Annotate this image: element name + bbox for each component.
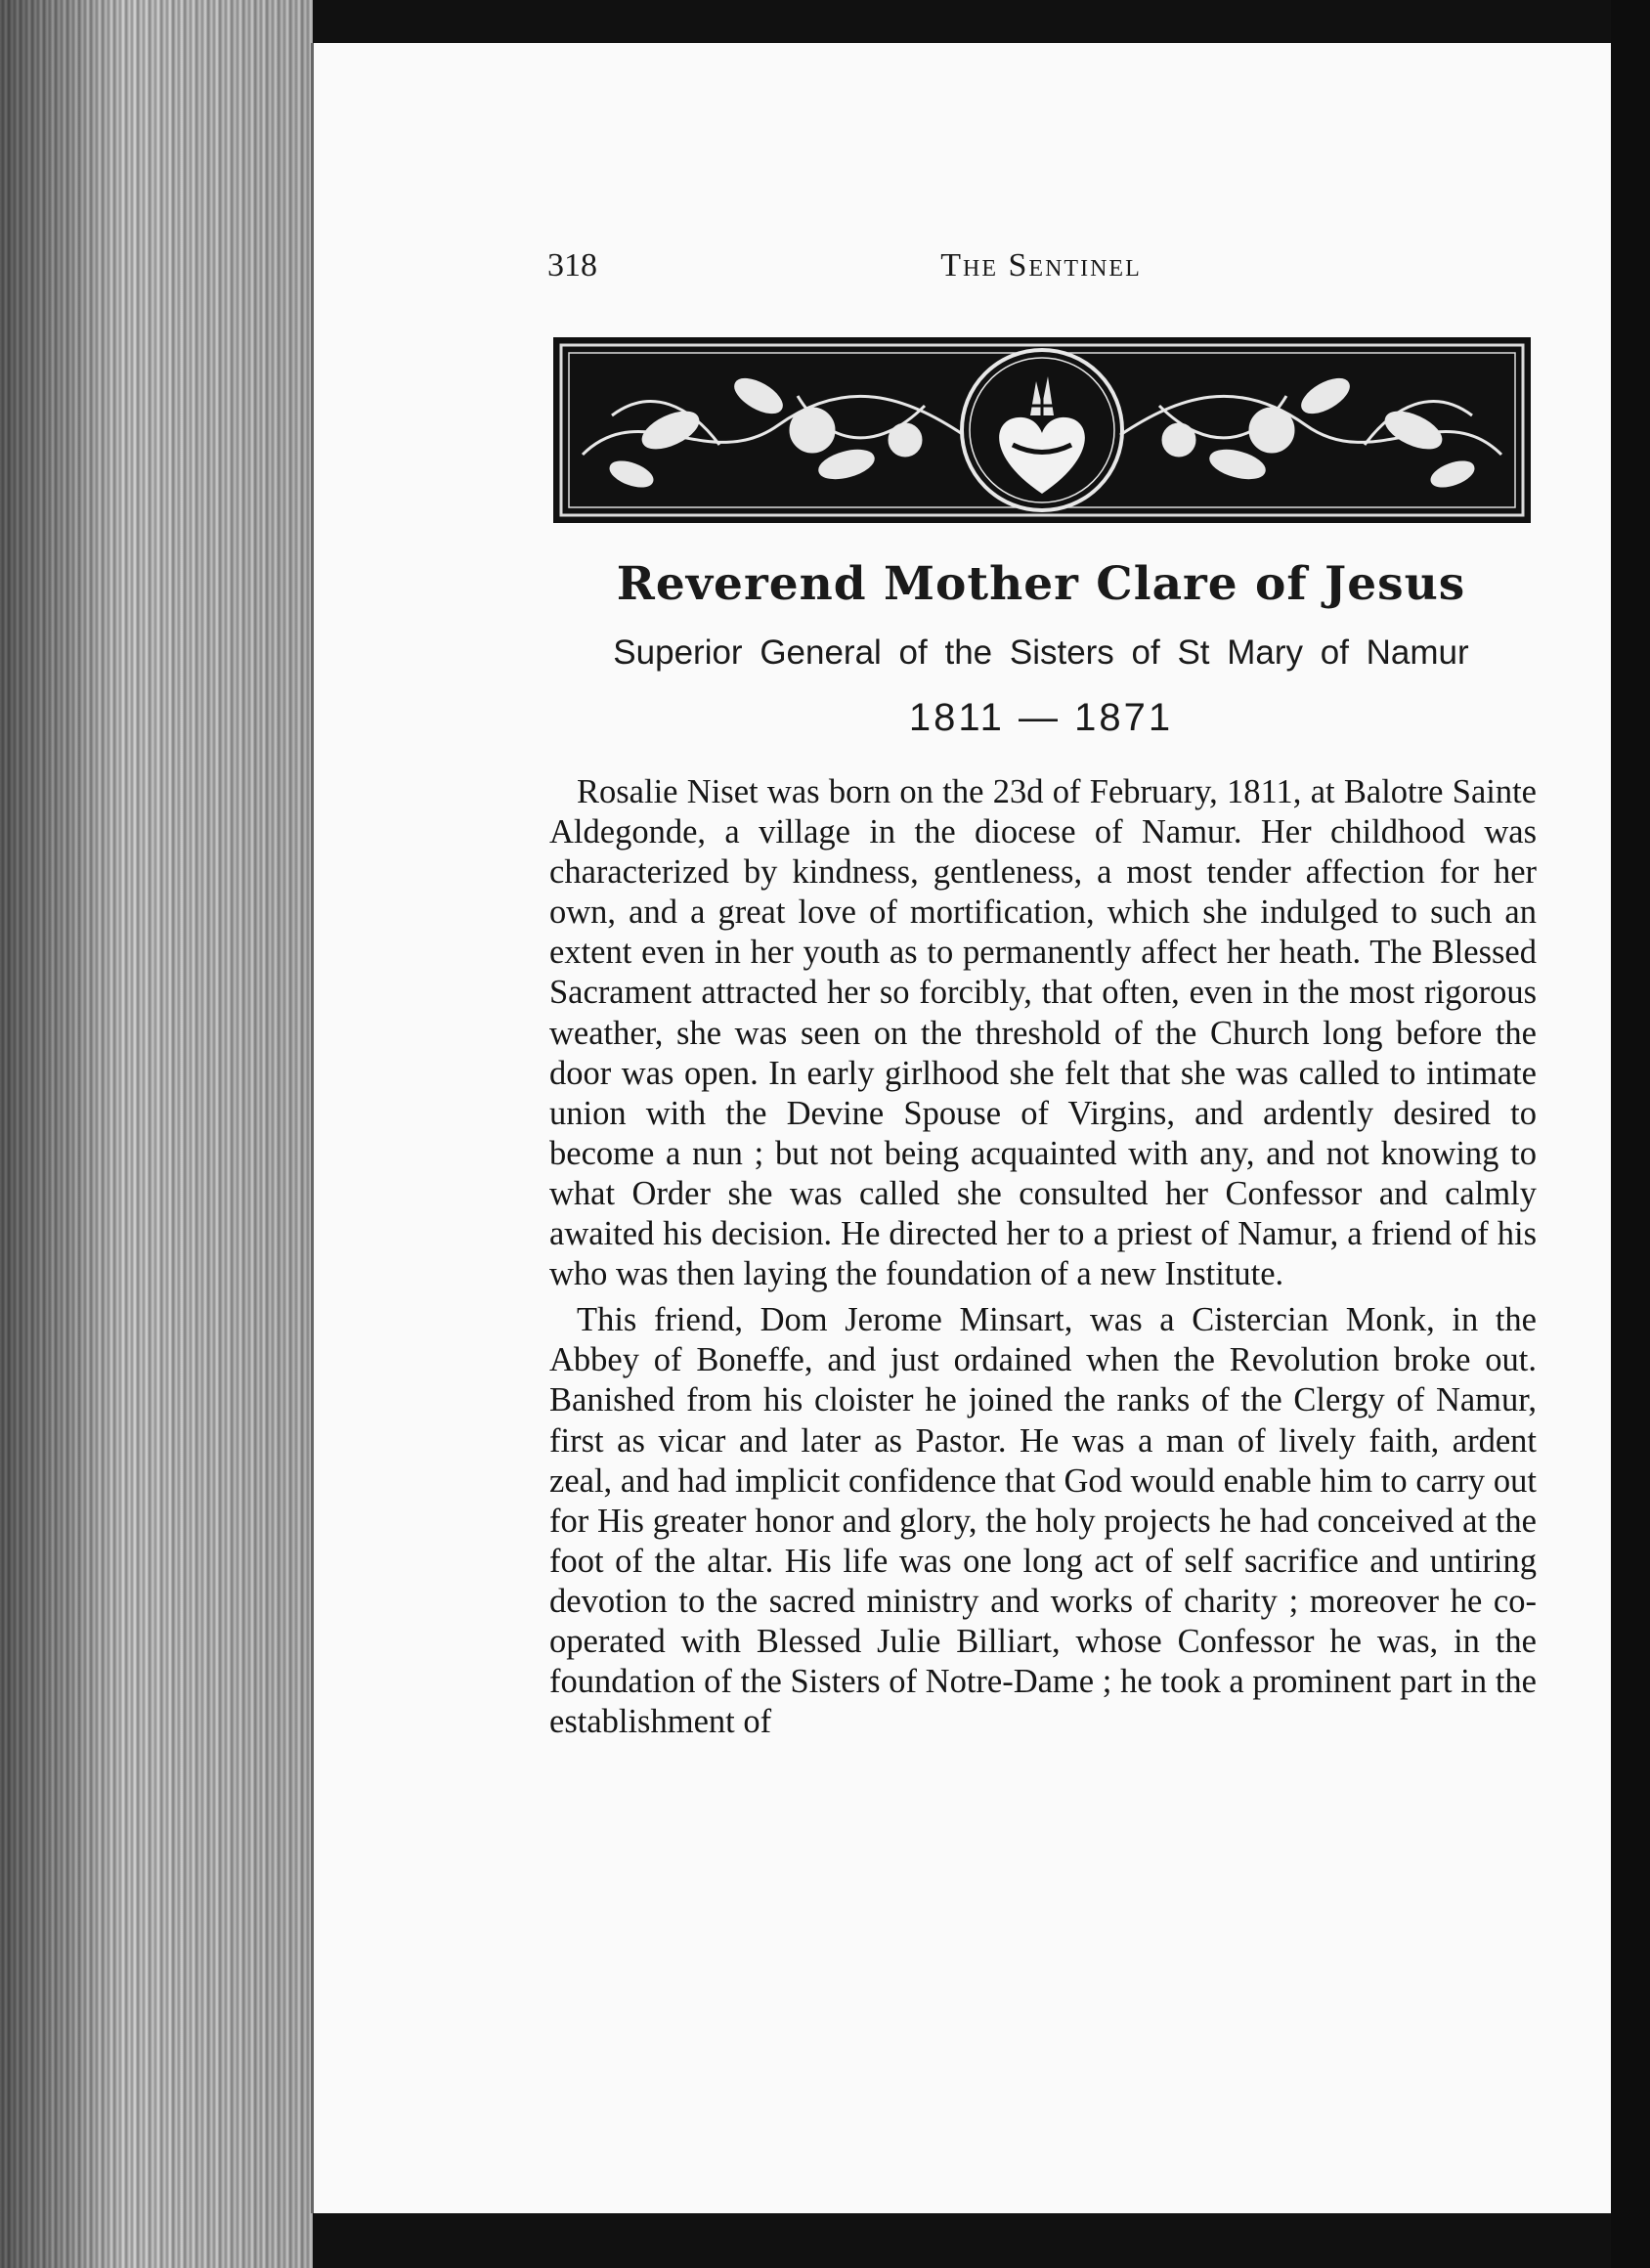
ornament-graphic <box>553 337 1531 523</box>
right-margin-dark <box>1611 0 1650 2268</box>
running-title: The Sentinel <box>940 247 1142 284</box>
sacred-heart-icon <box>962 350 1122 510</box>
ornamental-headpiece <box>553 337 1531 523</box>
article-dates: 1811 — 1871 <box>908 696 1174 739</box>
page-header <box>547 247 1535 286</box>
book-edge-shadow <box>0 0 313 2268</box>
article-body <box>549 772 1537 1742</box>
article-title: Reverend Mother Clare of Jesus <box>616 557 1466 611</box>
page-number: 318 <box>547 247 597 284</box>
paragraph: Rosalie Niset was born on the 23d of February, 1811, at Balotre Sainte Aldegonde, a village in the diocese of Namur. Her childhood was characterized by kindness, gentleness, a most tender affection for her own, and a great love of mortification, which she indulged to such an extent even in her youth as to permanently affect her heath. The Blessed Sacrament attracted her so forcibly, that often, even in the most rigorous weather, she was seen on the threshold of the Church long before the door was open. In early girlhood she felt that she was called to intimate union with the Devine Spouse of Virgins, and ardently desired to become a nun ; but not being acquainted with any, and not knowing to what Order she was called she consulted her Confessor and calmly awaited his decision. He directed her to a priest of Namur, a friend of his who was then laying the foundation of a new Institute. <box>549 773 1537 1293</box>
paragraph: This friend, Dom Jerome Minsart, was a Cistercian Monk, in the Abbey of Boneffe, and just ordained when the Revolution broke out. Banished from his cloister he joined the ranks of the Clergy of Namur, first as vicar and later as Pastor. He was a man of lively faith, ardent zeal, and had implicit confidence that God would enable him to carry out for His greater honor and glory, the holy projects he had conceived at the foot of the altar. His life was one long act of self sacrifice and untiring devotion to the sacred ministry and works of charity ; moreover he co-operated with Blessed Julie Billiart, whose Confessor he was, in the foundation of the Sisters of Notre-Dame ; he took a prominent part in the establishment of <box>549 1301 1537 1741</box>
article-subtitle: Superior General of the Sisters of St Mary of Namur <box>613 633 1469 672</box>
